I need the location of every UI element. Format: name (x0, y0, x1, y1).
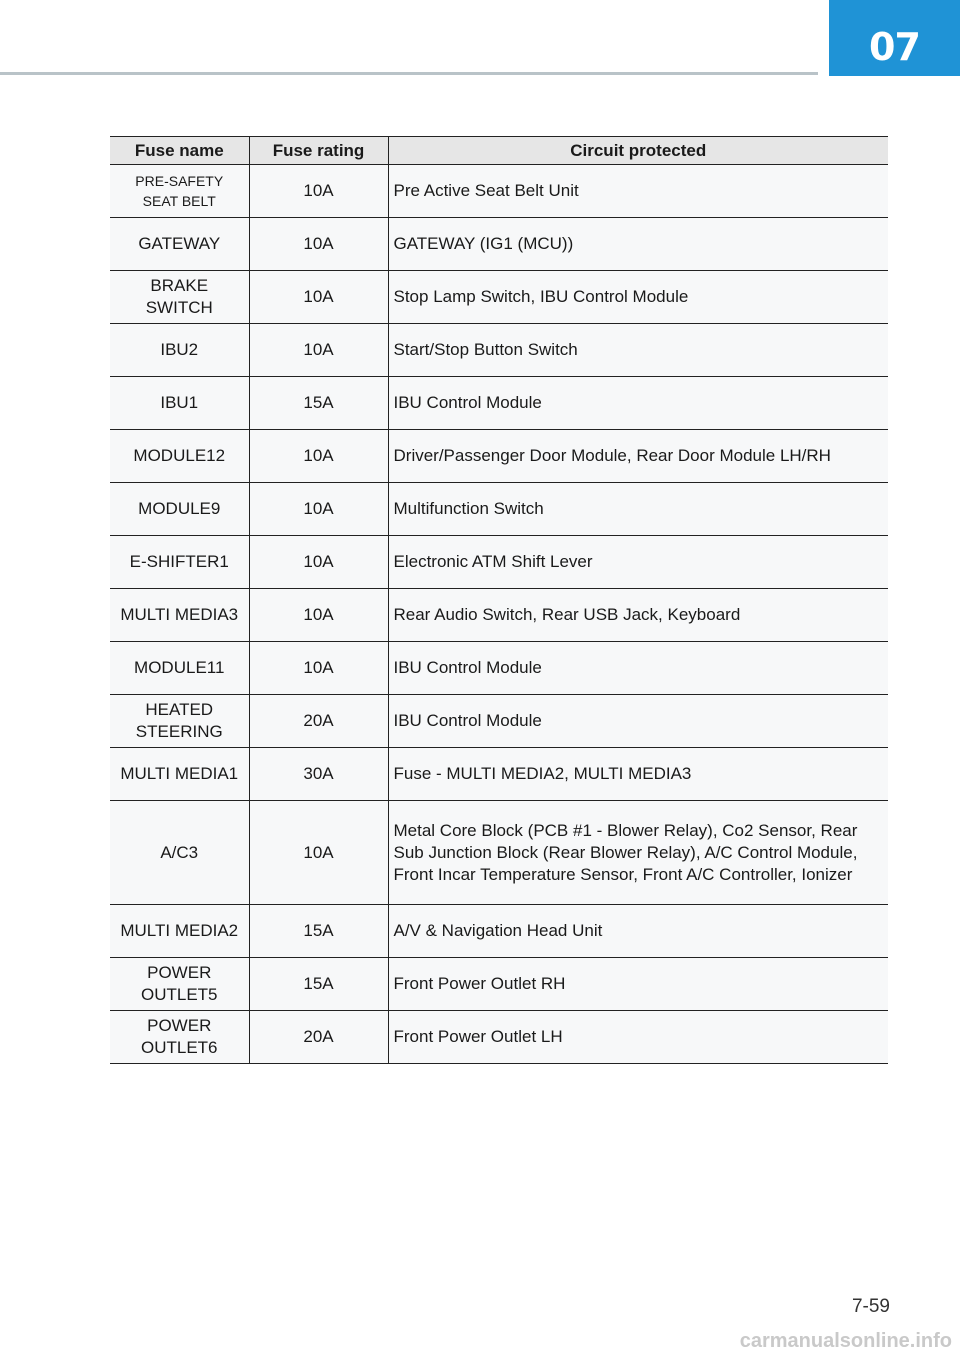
circuit-cell: Front Power Outlet RH (388, 958, 888, 1011)
circuit-cell: IBU Control Module (388, 377, 888, 430)
table-row (110, 218, 888, 271)
table-row (110, 430, 888, 483)
header-fuse-rating: Fuse rating (249, 137, 388, 165)
circuit-cell: Electronic ATM Shift Lever (388, 536, 888, 589)
fuse-name-cell: IBU2 (110, 324, 249, 377)
circuit-cell: Metal Core Block (PCB #1 - Blower Relay), Co2 Sensor, Rear Sub Junction Block (Rear Blower Relay), A/C Control Module, Front Incar Temperature Sensor, Front A/C Controller, Ionizer (388, 801, 888, 905)
fuse-name-cell: POWER OUTLET6 (110, 1011, 249, 1064)
fuse-rating-cell: 10A (249, 324, 388, 377)
watermark: carmanualsonline.info (739, 1330, 952, 1352)
fuse-rating-cell: 10A (249, 801, 388, 905)
table-row (110, 165, 888, 218)
fuse-name-cell: MODULE11 (110, 642, 249, 695)
circuit-cell: Multifunction Switch (388, 483, 888, 536)
circuit-cell: Front Power Outlet LH (388, 1011, 888, 1064)
table-row (110, 536, 888, 589)
table-row (110, 589, 888, 642)
fuse-name-cell: HEATED STEERING (110, 695, 249, 748)
fuse-name-cell: MODULE9 (110, 483, 249, 536)
circuit-cell: IBU Control Module (388, 642, 888, 695)
circuit-cell: Pre Active Seat Belt Unit (388, 165, 888, 218)
circuit-cell: Start/Stop Button Switch (388, 324, 888, 377)
fuse-rating-cell: 10A (249, 218, 388, 271)
fuse-table (110, 136, 888, 1064)
header-circuit-protected: Circuit protected (388, 137, 888, 165)
table-row (110, 483, 888, 536)
table-row (110, 958, 888, 1011)
fuse-name-cell: MULTI MEDIA3 (110, 589, 249, 642)
table-row (110, 642, 888, 695)
fuse-name-cell: A/C3 (110, 801, 249, 905)
fuse-name-cell: MULTI MEDIA2 (110, 905, 249, 958)
table-row (110, 377, 888, 430)
table-row (110, 271, 888, 324)
table-row (110, 905, 888, 958)
fuse-name-cell: IBU1 (110, 377, 249, 430)
fuse-rating-cell: 30A (249, 748, 388, 801)
circuit-cell: Driver/Passenger Door Module, Rear Door Module LH/RH (388, 430, 888, 483)
fuse-rating-cell: 15A (249, 905, 388, 958)
table-row (110, 1011, 888, 1064)
circuit-cell: IBU Control Module (388, 695, 888, 748)
circuit-cell: GATEWAY (IG1 (MCU)) (388, 218, 888, 271)
circuit-cell: Fuse - MULTI MEDIA2, MULTI MEDIA3 (388, 748, 888, 801)
header-fuse-name: Fuse name (110, 137, 249, 165)
fuse-rating-cell: 10A (249, 165, 388, 218)
fuse-name-cell: PRE-SAFETY SEAT BELT (110, 165, 249, 218)
fuse-rating-cell: 20A (249, 695, 388, 748)
fuse-rating-cell: 10A (249, 483, 388, 536)
fuse-name-cell: E-SHIFTER1 (110, 536, 249, 589)
table-row (110, 801, 888, 905)
table-row (110, 695, 888, 748)
fuse-rating-cell: 10A (249, 589, 388, 642)
fuse-name-cell: POWER OUTLET5 (110, 958, 249, 1011)
fuse-rating-cell: 15A (249, 377, 388, 430)
fuse-rating-cell: 10A (249, 271, 388, 324)
fuse-name-cell: BRAKE SWITCH (110, 271, 249, 324)
header-rule (0, 72, 818, 75)
circuit-cell: A/V & Navigation Head Unit (388, 905, 888, 958)
fuse-name-cell: MULTI MEDIA1 (110, 748, 249, 801)
fuse-name-cell: MODULE12 (110, 430, 249, 483)
chapter-tab: 07 (829, 0, 960, 76)
fuse-rating-cell: 10A (249, 642, 388, 695)
fuse-rating-cell: 10A (249, 430, 388, 483)
circuit-cell: Stop Lamp Switch, IBU Control Module (388, 271, 888, 324)
page-number: 7-59 (851, 1296, 890, 1317)
fuse-name-cell: GATEWAY (110, 218, 249, 271)
fuse-rating-cell: 20A (249, 1011, 388, 1064)
fuse-rating-cell: 15A (249, 958, 388, 1011)
table-row (110, 748, 888, 801)
fuse-rating-cell: 10A (249, 536, 388, 589)
table-row (110, 324, 888, 377)
circuit-cell: Rear Audio Switch, Rear USB Jack, Keyboard (388, 589, 888, 642)
table-header-row (110, 137, 888, 165)
